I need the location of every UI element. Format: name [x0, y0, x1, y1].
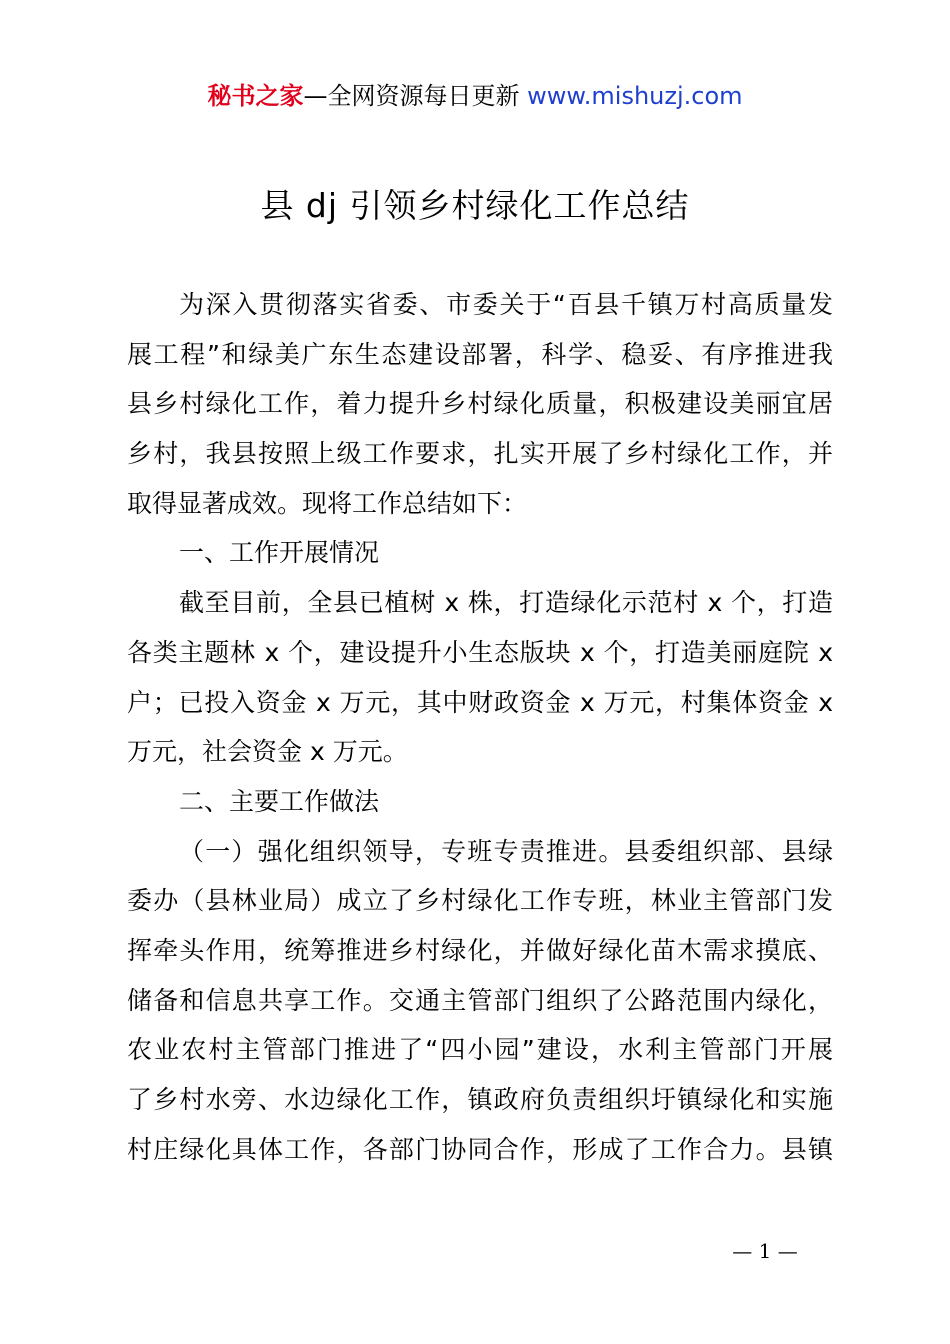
- paragraph-line: （一）强化组织领导，专班专责推进。县委组织部、县绿: [179, 836, 833, 866]
- site-brand: 秘书之家: [207, 82, 304, 110]
- document-title: 县 dj 引领乡村绿化工作总结: [260, 186, 690, 225]
- section-heading: 一、工作开展情况: [179, 538, 380, 568]
- paragraph-line: 户；已投入资金 x 万元，其中财政资金 x 万元，村集体资金 x: [127, 687, 833, 717]
- paragraph-line: 截至目前，全县已植树 x 株，打造绿化示范村 x 个，打造: [179, 588, 833, 618]
- site-header: [0, 80, 950, 112]
- paragraph-line: 县乡村绿化工作，着力提升乡村绿化质量，积极建设美丽宜居: [127, 389, 833, 419]
- site-url-link[interactable]: www.mishuzj.com: [527, 82, 743, 110]
- paragraph-line: 乡村，我县按照上级工作要求，扎实开展了乡村绿化工作，并: [127, 439, 833, 469]
- paragraph-line: 取得显著成效。现将工作总结如下：: [127, 488, 528, 518]
- paragraph-line: 储备和信息共享工作。交通主管部门组织了公路范围内绿化，: [127, 985, 833, 1015]
- paragraph-line: 为深入贯彻落实省委、市委关于“百县千镇万村高质量发: [179, 290, 833, 319]
- section-heading: 二、主要工作做法: [179, 786, 380, 816]
- site-slogan: —全网资源每日更新: [303, 82, 528, 110]
- paragraph-line: 展工程”和绿美广东生态建设部署，科学、稳妥、有序推进我: [127, 339, 833, 369]
- page-number: — 1 —: [732, 1239, 798, 1263]
- paragraph-line: 村庄绿化具体工作，各部门协同合作，形成了工作合力。县镇: [127, 1134, 833, 1164]
- paragraph-line: 挥牵头作用，统筹推进乡村绿化，并做好绿化苗木需求摸底、: [127, 935, 833, 965]
- paragraph-line: 各类主题林 x 个，建设提升小生态版块 x 个，打造美丽庭院 x: [127, 637, 833, 667]
- paragraph-line: 委办（县林业局）成立了乡村绿化工作专班，林业主管部门发: [127, 886, 833, 916]
- paragraph-line: 万元，社会资金 x 万元。: [127, 737, 408, 767]
- paragraph-line: 了乡村水旁、水边绿化工作，镇政府负责组织圩镇绿化和实施: [127, 1085, 833, 1114]
- paragraph-line: 农业农村主管部门推进了“四小园”建设，水利主管部门开展: [127, 1035, 833, 1065]
- document-body: [127, 280, 833, 1174]
